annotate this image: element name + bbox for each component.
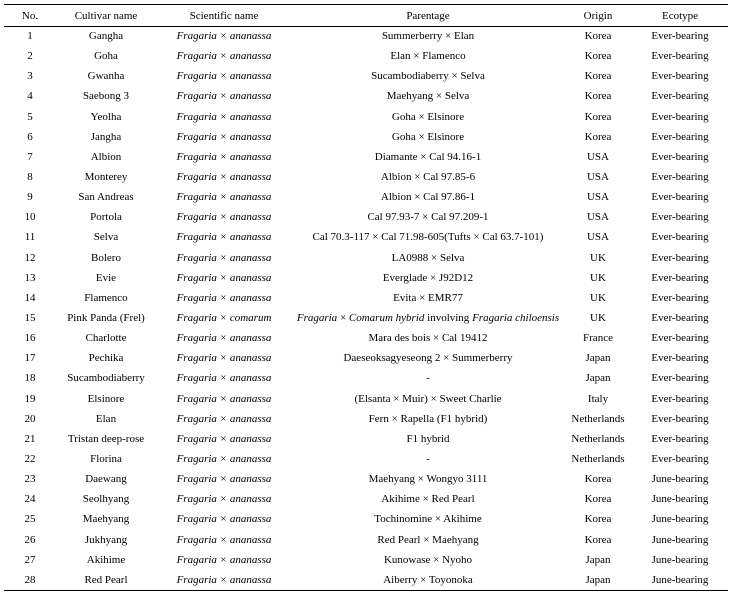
cell-cultivar-name: Pink Panda (Frel) (67, 312, 145, 325)
cell-scientific-name: Fragaria × ananassa (176, 271, 272, 284)
cell-parentage: Albion × Cal 97.85-6 (380, 171, 476, 184)
cell-cultivar-name: Seolhyang (82, 493, 130, 506)
cell-no: 3 (27, 70, 33, 83)
cell-no: 22 (24, 453, 36, 466)
cell-ecotype: Ever-bearing (651, 251, 709, 264)
cell-scientific-name: Fragaria × ananassa (176, 130, 272, 143)
cell-parentage: Diamante × Cal 94.16-1 (374, 150, 482, 163)
cell-cultivar-name: Daewang (85, 473, 127, 486)
parentage-cross-sign: × (337, 312, 349, 325)
cell-origin: Korea (584, 110, 612, 123)
table-row (4, 429, 728, 449)
cell-parentage: Maehyang × Wongyo 3111 (368, 473, 488, 486)
table-row (4, 167, 728, 187)
cell-no: 16 (24, 332, 36, 345)
table-row (4, 147, 728, 167)
cell-scientific-name: Fragaria × ananassa (176, 432, 272, 445)
cell-no: 8 (27, 171, 33, 184)
cell-origin: Netherlands (571, 412, 625, 425)
cell-cultivar-name: Gwanha (87, 70, 125, 83)
cell-parentage: Red Pearl × Maehyang (377, 533, 479, 546)
cell-no: 24 (24, 493, 36, 506)
cell-cultivar-name: Saebong 3 (82, 90, 130, 103)
cell-parentage: Akihime × Red Pearl (381, 493, 475, 506)
cell-origin: France (583, 332, 613, 345)
header-origin: Origin (583, 9, 613, 22)
table-row (4, 470, 728, 490)
cell-parentage: Mara des bois × Cal 19412 (368, 332, 488, 345)
cell-cultivar-name: Elan (95, 412, 117, 425)
cell-origin: Japan (585, 352, 611, 365)
cell-cultivar-name: Portola (90, 211, 122, 224)
parentage-comarum-hybrid: Comarum hybrid (348, 312, 425, 325)
cell-ecotype: Ever-bearing (651, 432, 709, 445)
cell-origin: USA (586, 150, 609, 163)
cell-scientific-name: Fragaria × ananassa (176, 332, 272, 345)
cell-cultivar-name: Evie (95, 271, 117, 284)
cell-origin: UK (590, 291, 606, 304)
table-row (4, 349, 728, 369)
cell-scientific-name: Fragaria × ananassa (176, 352, 272, 365)
cell-no: 2 (27, 50, 33, 63)
header-cultivar-name: Cultivar name (74, 9, 138, 22)
cell-ecotype: Ever-bearing (651, 231, 709, 244)
cell-ecotype: Ever-bearing (651, 110, 709, 123)
cell-ecotype: Ever-bearing (651, 50, 709, 63)
cell-no: 1 (27, 30, 33, 43)
cell-origin: Netherlands (571, 453, 625, 466)
cell-origin: Korea (584, 130, 612, 143)
cell-ecotype: June-bearing (651, 533, 709, 546)
cell-origin: Korea (584, 50, 612, 63)
cell-scientific-name: Fragaria × ananassa (176, 251, 272, 264)
table-row (4, 288, 728, 308)
cell-parentage: Summerberry × Elan (381, 30, 475, 43)
cell-scientific-name: Fragaria × ananassa (176, 453, 272, 466)
cell-cultivar-name: Akihime (86, 553, 126, 566)
table-row (4, 208, 728, 228)
cell-ecotype: Ever-bearing (651, 30, 709, 43)
cell-ecotype: Ever-bearing (651, 150, 709, 163)
cell-origin: Korea (584, 513, 612, 526)
cell-cultivar-name: Monterey (84, 171, 128, 184)
parentage-fragaria-chiloensis: Fragaria chiloensis (472, 312, 560, 325)
cell-ecotype: Ever-bearing (651, 332, 709, 345)
cell-cultivar-name: Albion (90, 150, 122, 163)
cell-ecotype: Ever-bearing (651, 211, 709, 224)
cell-scientific-name: Fragaria × ananassa (176, 70, 272, 83)
table-row (4, 27, 728, 47)
cell-cultivar-name: Selva (93, 231, 119, 244)
cell-ecotype: Ever-bearing (651, 291, 709, 304)
cell-parentage: Elan × Flamenco (390, 50, 466, 63)
table-row (4, 228, 728, 248)
cell-cultivar-name: Goha (94, 50, 118, 63)
cell-origin: Korea (584, 90, 612, 103)
cell-cultivar-name: Yeolha (90, 110, 122, 123)
cell-scientific-name: Fragaria × comarum (176, 312, 272, 325)
cell-cultivar-name: Gangha (88, 30, 124, 43)
cell-ecotype: Ever-bearing (651, 453, 709, 466)
table-row (4, 570, 728, 590)
table-row (4, 369, 728, 389)
cell-no: 9 (27, 191, 33, 204)
table-row (4, 550, 728, 570)
cell-ecotype: June-bearing (651, 573, 709, 586)
cell-no: 14 (24, 291, 36, 304)
cell-origin: UK (590, 251, 606, 264)
parentage-genus-fragaria: Fragaria (296, 312, 338, 325)
cell-ecotype: Ever-bearing (651, 372, 709, 385)
cell-ecotype: June-bearing (651, 553, 709, 566)
cell-parentage (292, 308, 564, 328)
cell-cultivar-name: San Andreas (78, 191, 134, 204)
cell-no: 21 (24, 432, 36, 445)
table-row (4, 47, 728, 67)
cell-no: 13 (24, 271, 36, 284)
cell-origin: UK (590, 271, 606, 284)
cell-no: 23 (24, 473, 36, 486)
cell-parentage: Goha × Elsinore (391, 110, 465, 123)
table-header (4, 5, 728, 27)
table-row (4, 409, 728, 429)
cell-origin: USA (586, 191, 609, 204)
cell-origin: Korea (584, 533, 612, 546)
cell-ecotype: Ever-bearing (651, 392, 709, 405)
table-row (4, 67, 728, 87)
table-row (4, 530, 728, 550)
header-row (4, 5, 728, 27)
header-no: No. (21, 9, 39, 22)
table-row (4, 268, 728, 288)
cell-no: 6 (27, 130, 33, 143)
cell-parentage: LA0988 × Selva (391, 251, 465, 264)
cell-cultivar-name: Red Pearl (84, 573, 128, 586)
cell-parentage: Tochinomine × Akihime (374, 513, 482, 526)
cell-ecotype: Ever-bearing (651, 90, 709, 103)
cell-no: 4 (27, 90, 33, 103)
table-row (4, 87, 728, 107)
header-scientific-name: Scientific name (189, 9, 259, 22)
cell-cultivar-name: Jukhyang (84, 533, 128, 546)
cell-scientific-name: Fragaria × ananassa (176, 372, 272, 385)
cell-cultivar-name: Maehyang (82, 513, 130, 526)
cell-parentage: Daeseoksagyeseong 2 × Summerberry (343, 352, 513, 365)
cell-ecotype: Ever-bearing (651, 312, 709, 325)
cell-scientific-name: Fragaria × ananassa (176, 412, 272, 425)
cell-cultivar-name: Pechika (88, 352, 124, 365)
table-body (4, 27, 728, 591)
cell-cultivar-name: Elsinore (87, 392, 125, 405)
cell-parentage: Goha × Elsinore (391, 130, 465, 143)
cell-ecotype: June-bearing (651, 473, 709, 486)
cell-parentage: Fern × Rapella (F1 hybrid) (368, 412, 488, 425)
cell-scientific-name: Fragaria × ananassa (176, 50, 272, 63)
cell-ecotype: Ever-bearing (651, 271, 709, 284)
cell-scientific-name: Fragaria × ananassa (176, 211, 272, 224)
cell-ecotype: June-bearing (651, 513, 709, 526)
table-row (4, 308, 728, 328)
cell-no: 5 (27, 110, 33, 123)
header-ecotype: Ecotype (661, 9, 699, 22)
cell-parentage: F1 hybrid (406, 432, 450, 445)
cell-scientific-name: Fragaria × ananassa (176, 110, 272, 123)
table-row (4, 248, 728, 268)
cell-ecotype: Ever-bearing (651, 70, 709, 83)
cell-no: 17 (24, 352, 36, 365)
cell-ecotype: June-bearing (651, 493, 709, 506)
cell-origin: USA (586, 211, 609, 224)
cell-scientific-name: Fragaria × ananassa (176, 473, 272, 486)
cell-origin: Japan (585, 372, 611, 385)
cell-no: 7 (27, 150, 33, 163)
cell-origin: Japan (585, 553, 611, 566)
table-row (4, 449, 728, 469)
cell-ecotype: Ever-bearing (651, 171, 709, 184)
cell-parentage: Maehyang × Selva (386, 90, 470, 103)
cell-no: 11 (24, 231, 36, 244)
table-row (4, 510, 728, 530)
cell-scientific-name: Fragaria × ananassa (176, 553, 272, 566)
cell-parentage: Cal 97.93-7 × Cal 97.209-1 (367, 211, 489, 224)
cell-origin: Italy (587, 392, 609, 405)
cell-no: 15 (24, 312, 36, 325)
cell-scientific-name: Fragaria × ananassa (176, 573, 272, 586)
cell-ecotype: Ever-bearing (651, 130, 709, 143)
cell-origin: UK (590, 312, 606, 325)
cell-no: 25 (24, 513, 36, 526)
cell-ecotype: Ever-bearing (651, 191, 709, 204)
cell-scientific-name: Fragaria × ananassa (176, 30, 272, 43)
cell-scientific-name: Fragaria × ananassa (176, 493, 272, 506)
cell-ecotype: Ever-bearing (651, 352, 709, 365)
cell-scientific-name: Fragaria × ananassa (176, 191, 272, 204)
cell-no: 10 (24, 211, 36, 224)
cell-parentage: Aiberry × Toyonoka (383, 573, 473, 586)
cell-scientific-name: Fragaria × ananassa (176, 150, 272, 163)
cell-cultivar-name: Charlotte (85, 332, 127, 345)
cell-origin: Korea (584, 493, 612, 506)
cell-parentage: Evita × EMR77 (393, 291, 463, 304)
table-row (4, 127, 728, 147)
cell-parentage: Everglade × J92D12 (382, 271, 474, 284)
cell-origin: USA (586, 231, 609, 244)
cell-origin: Netherlands (571, 432, 625, 445)
cell-origin: Korea (584, 473, 612, 486)
cell-no: 12 (24, 251, 36, 264)
cell-parentage: Cal 70.3-117 × Cal 71.98-605(Tufts × Cal 63.7-101) (312, 231, 544, 244)
cell-parentage: Kunowase × Nyoho (383, 553, 473, 566)
cell-cultivar-name: Tristan deep-rose (67, 432, 145, 445)
cell-cultivar-name: Florina (90, 453, 122, 466)
cell-parentage: (Elsanta × Muir) × Sweet Charlie (354, 392, 502, 405)
cell-cultivar-name: Jangha (90, 130, 122, 143)
cell-no: 27 (24, 553, 36, 566)
cell-parentage: Albion × Cal 97.86-1 (380, 191, 476, 204)
cell-cultivar-name: Bolero (91, 251, 121, 264)
cell-scientific-name: Fragaria × ananassa (176, 291, 272, 304)
cell-scientific-name: Fragaria × ananassa (176, 533, 272, 546)
table-row (4, 490, 728, 510)
cell-no: 26 (24, 533, 36, 546)
cell-scientific-name: Fragaria × ananassa (176, 90, 272, 103)
cell-scientific-name: Fragaria × ananassa (176, 513, 272, 526)
cell-cultivar-name: Sucambodiaberry (67, 372, 145, 385)
cell-scientific-name: Fragaria × ananassa (176, 231, 272, 244)
cell-cultivar-name: Flamenco (84, 291, 128, 304)
cell-parentage: - (426, 372, 430, 385)
cell-no: 18 (24, 372, 36, 385)
cell-no: 19 (24, 392, 36, 405)
cell-parentage: - (426, 453, 430, 466)
table-row (4, 329, 728, 349)
cell-origin: Korea (584, 70, 612, 83)
cell-ecotype: Ever-bearing (651, 412, 709, 425)
cell-scientific-name: Fragaria × ananassa (176, 392, 272, 405)
cell-origin: USA (586, 171, 609, 184)
cell-no: 28 (24, 573, 36, 586)
cell-origin: Japan (585, 573, 611, 586)
table-row (4, 188, 728, 208)
cell-scientific-name: Fragaria × ananassa (176, 171, 272, 184)
cell-origin: Korea (584, 30, 612, 43)
cell-parentage: Sucambodiaberry × Selva (371, 70, 485, 83)
table-row (4, 107, 728, 127)
header-parentage: Parentage (406, 9, 450, 22)
cell-no: 20 (24, 412, 36, 425)
table-row (4, 389, 728, 409)
parentage-involving: involving (424, 312, 473, 325)
cultivar-table (4, 4, 728, 591)
